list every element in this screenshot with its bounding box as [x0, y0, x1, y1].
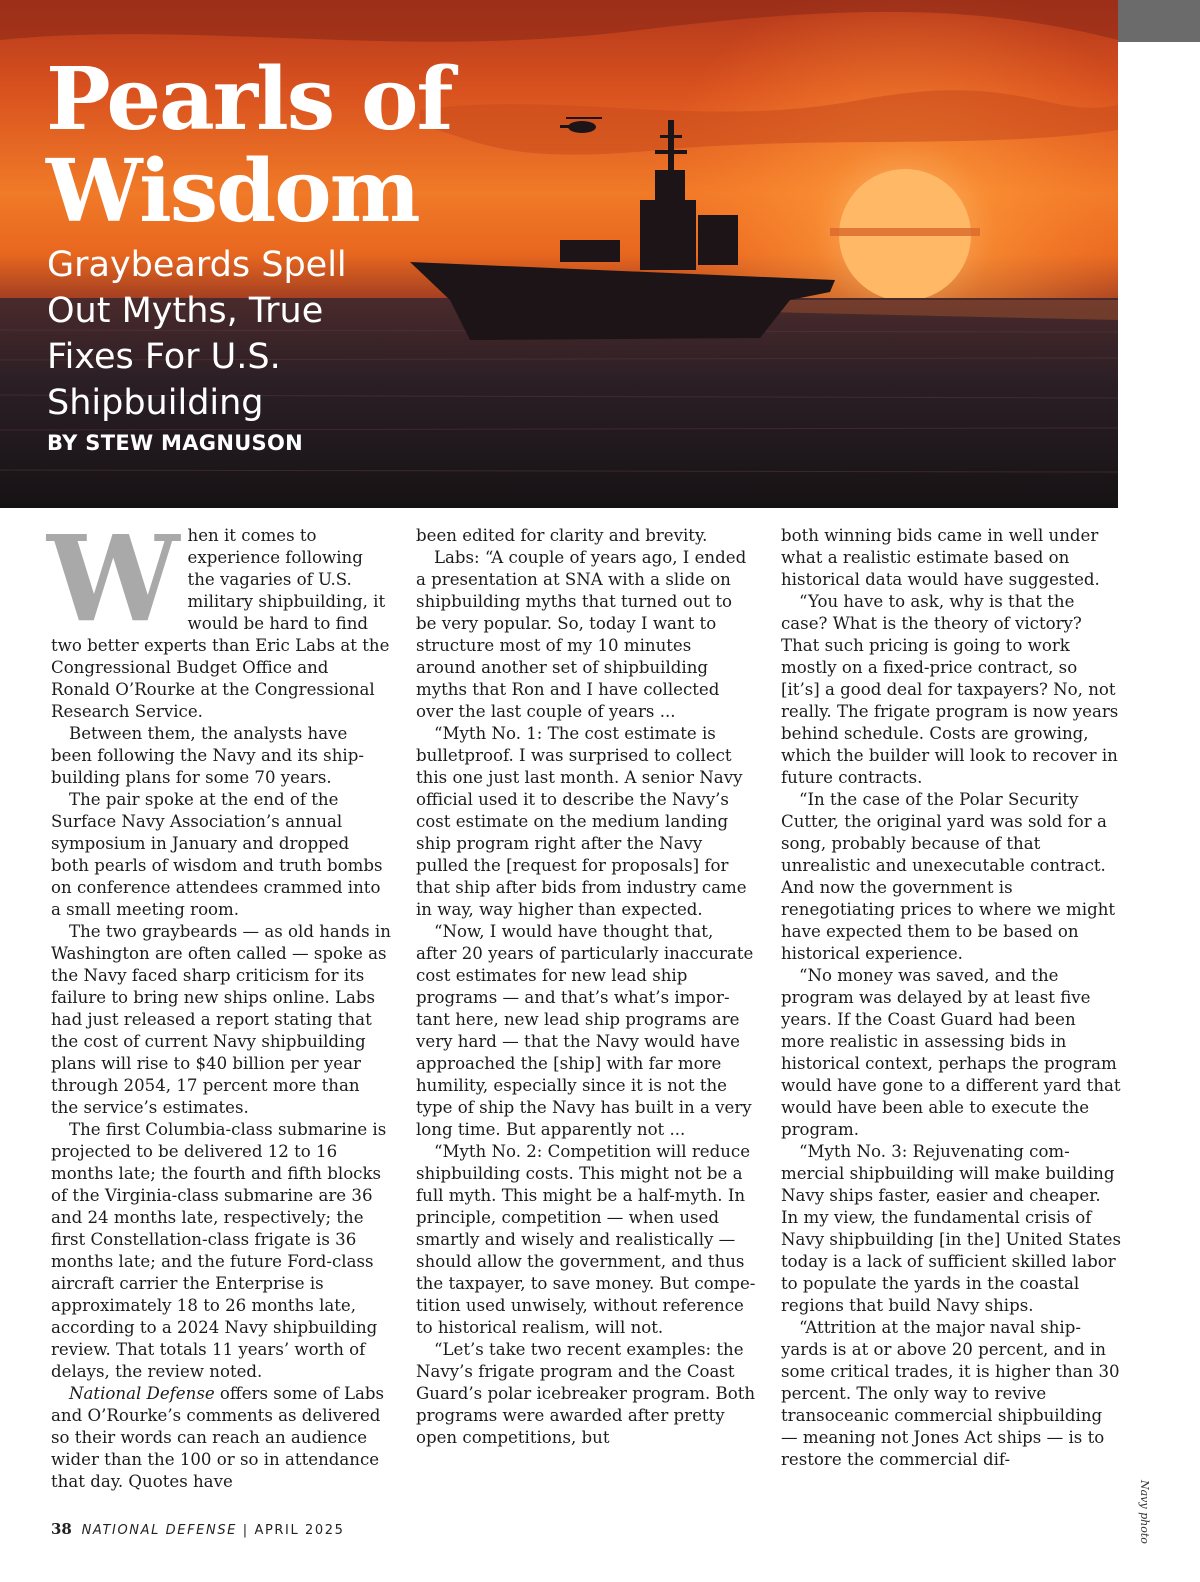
paragraph: Between them, the analysts have been following the Navy and its shipbuilding plans for some 70 years.	[51, 724, 364, 787]
paragraph: The two graybeards — as old hands in Washington are often called — spoke as the Navy faced sharp criticism for its failure to bring new ships online. Labs had just released a report stating that the cost of current Navy shipbuilding plans will rise to $40 billion per year through 2054, 17 percent more than the service’s estimates.	[51, 922, 391, 1117]
photo-credit: Navy photo	[1138, 1480, 1151, 1544]
article-subtitle: Graybeards Spell Out Myths, True Fixes For U.S. Shipbuilding	[47, 245, 347, 423]
publication-name: National Defense	[69, 1384, 215, 1403]
paragraph: The first Columbia-class submarine is projected to be delivered 12 to 16 months late; the fourth and fifth blocks of the Virginia-class submarine are 36 and 24 months late, respectively; the first Constellation-class frigate is 36 months late; and the future Ford-class aircraft carrier the Enterprise is approximately 18 to 26 months late, according to a 2024 Navy shipbuilding review. That totals 11 years’ worth of delays, the review noted.	[51, 1120, 387, 1381]
byline: BY STEW MAGNUSON	[47, 431, 304, 455]
paragraph: “Let’s take two recent examples: the Navy’s frigate program and the Coast Guard’s polar icebreaker program. Both programs were awarded after pretty open competitions, but	[416, 1340, 756, 1447]
paragraph: National Defense offers some of Labs and O’Rourke’s comments as delivered so their words can reach an audience wider than the 100 or so in attendance that day. Quotes have	[51, 1384, 385, 1491]
paragraph: hen it comes to experience following the vagaries of U.S. military shipbuilding, it would be hard to find two better experts than Eric Labs at the Congressional Budget Office and Ronald O’Rourke at the Congressional Research Service.	[51, 526, 390, 721]
page-footer	[51, 1520, 345, 1538]
publication-name-footer: NATIONAL DEFENSE	[81, 1523, 237, 1538]
paragraph: The pair spoke at the end of the Surface Navy Association’s annual symposium in January and dropped both pearls of wisdom and truth bombs on conference attendees crammed into a small meeting room.	[51, 790, 383, 919]
issue-date: APRIL 2025	[254, 1523, 345, 1538]
title-line-1: Pearls of	[46, 49, 452, 150]
paragraph: “Myth No. 2: Competition will reduce shipbuilding costs. This might not be a full myth. This might be a half-myth. In principle, competition — when used smartly and wisely and realistically — should allow the government, and thus the taxpayer, to save money. But competition used unwisely, without reference to historical realism, will not.	[416, 1142, 756, 1337]
paragraph: “In the case of the Polar Security Cutter, the original yard was sold for a song, probably because of that unrealistic and unexecutable contract. And now the government is renegotiating prices to where we might have expected them to be based on historical experience.	[781, 790, 1116, 963]
article-column-1	[47, 509, 391, 1493]
paragraph: “No money was saved, and the program was delayed by at least five years. If the Coast Guard had been more realistic in assessing bids in historical context, perhaps the program would have gone to a different yard that would have been able to execute the program.	[781, 966, 1121, 1139]
corner-tab	[1118, 0, 1200, 42]
paragraph: both winning bids came in well under what a realistic estimate based on historical data would have suggested.	[781, 526, 1100, 589]
article-column-2	[416, 525, 756, 1449]
paragraph: “Myth No. 3: Rejuvenating commercial shipbuilding will make building Navy ships faster, easier and cheaper. In my view, the fundamental crisis of Navy shipbuilding [in the] United States today is a lack of sufficient skilled labor to populate the yards in the coastal regions that build Navy ships.	[781, 1142, 1121, 1315]
article-title	[46, 49, 566, 242]
title-line-2: Wisdom	[46, 141, 419, 242]
paragraph: “Attrition at the major naval shipyards is at or above 20 percent, and in some critical trades, it is higher than 30 percent. The only way to revive transoceanic commercial shipbuilding — meaning not Jones Act ships — is to restore the commercial dif-	[781, 1318, 1120, 1469]
drop-cap: W	[47, 509, 180, 648]
article-column-3	[781, 525, 1121, 1471]
footer-separator: |	[237, 1523, 255, 1538]
paragraph: been edited for clarity and brevity.	[416, 526, 708, 545]
paragraph: Labs: “A couple of years ago, I ended a presentation at SNA with a slide on shipbuilding myths that turned out to be very popular. So, today I want to structure most of my 10 minutes around another set of shipbuilding myths that Ron and I have collected over the last couple of years ...	[416, 548, 747, 721]
paragraph: “Myth No. 1: The cost estimate is bulletproof. I was surprised to collect this one just last month. A senior Navy official used it to describe the Navy’s cost estimate on the medium landing ship program right after the Navy pulled the [request for proposals] for that ship after bids from industry came in way, way higher than expected.	[416, 724, 747, 919]
page-number: 38	[51, 1520, 72, 1538]
paragraph: “Now, I would have thought that, after 20 years of particularly inaccurate cost estimates for new lead ship programs — and that’s what’s important here, new lead ship programs are very hard — that the Navy would have approached the [ship] with far more humility, especially since it is not the type of ship the Navy has built in a very long time. But apparently not ...	[416, 922, 754, 1139]
paragraph: “You have to ask, why is that the case? What is the theory of victory? That such pricing is going to work mostly on a fixed-price contract, so [it’s] a good deal for taxpayers? No, not really. The frigate program is now years behind schedule. Costs are growing, which the builder will look to recover in future contracts.	[781, 592, 1119, 787]
